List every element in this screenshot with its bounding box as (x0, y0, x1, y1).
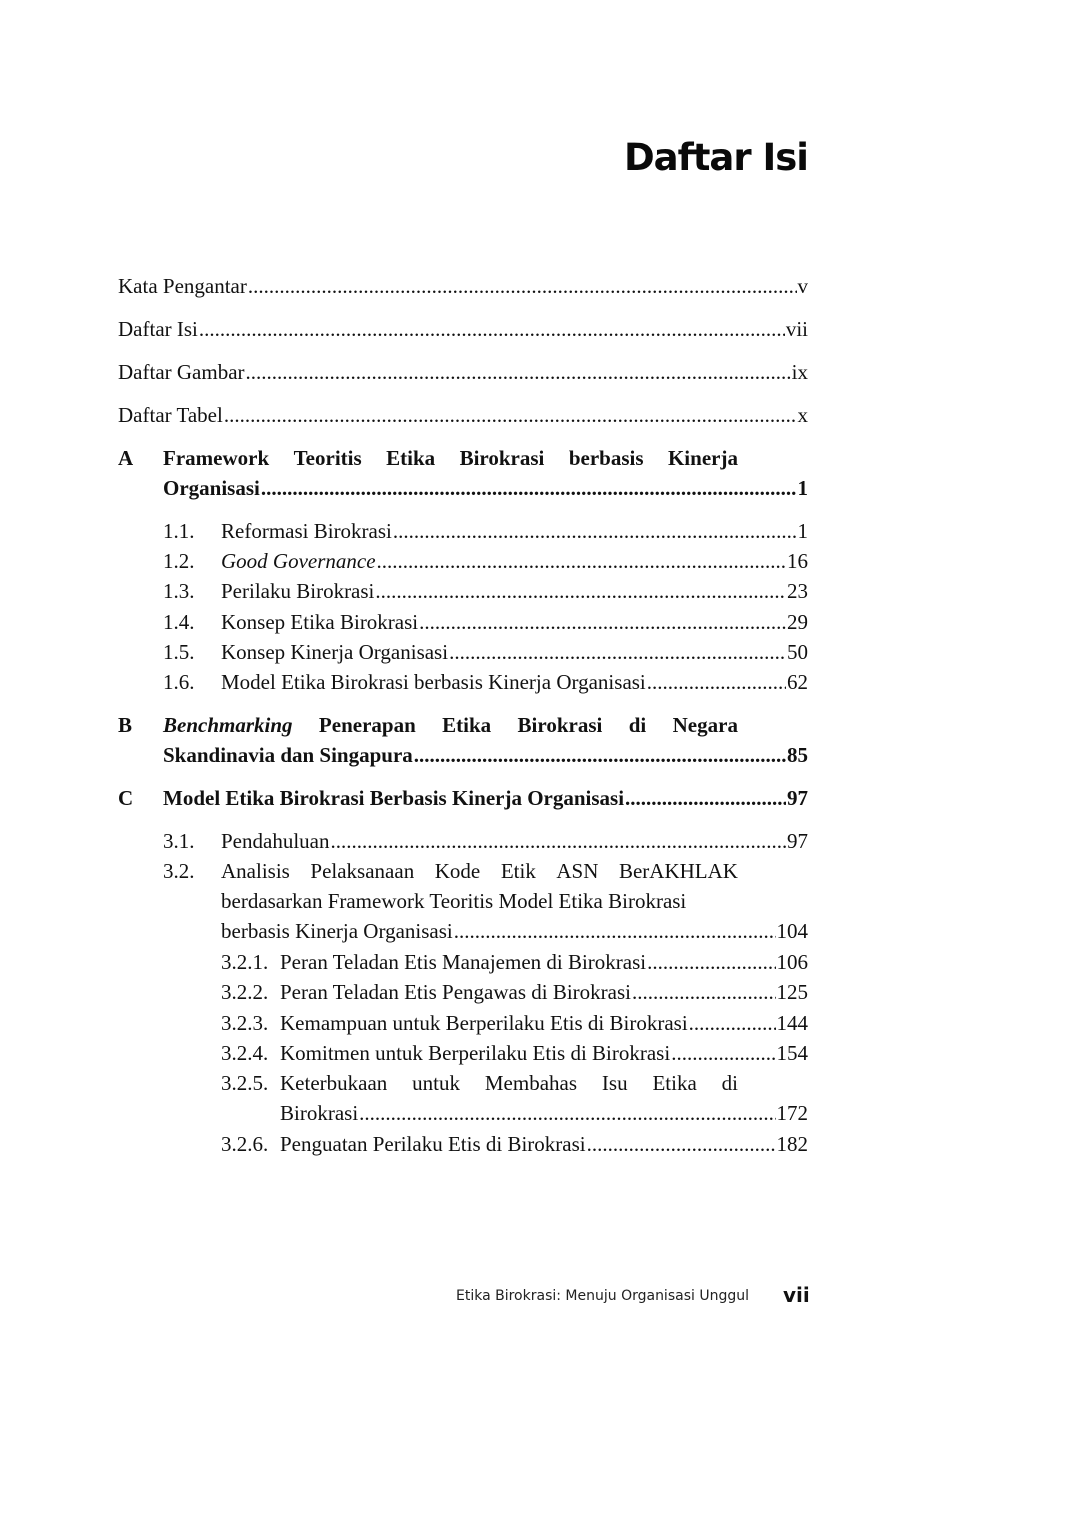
dot-leader (689, 1008, 776, 1038)
toc-entry-3-2-2[interactable] (280, 977, 808, 1007)
toc-entry-page: 182 (776, 1132, 808, 1156)
toc-entry-page: ix (791, 360, 808, 384)
word: Pelaksanaan (310, 859, 415, 883)
word: Kode (434, 859, 481, 883)
dot-leader (224, 400, 797, 430)
subsection-number: 3.2.2. (221, 980, 269, 1004)
toc-entry-text: Peran Teladan Etis Pengawas di Birokrasi (280, 980, 631, 1004)
chapter-letter-c: C (118, 786, 134, 810)
dot-leader (246, 357, 791, 387)
toc-entry-page: 172 (776, 1101, 808, 1125)
toc-entry-page: 85 (787, 743, 808, 767)
toc-entry-3-2-1[interactable] (280, 947, 808, 977)
dot-leader (375, 576, 786, 606)
toc-entry-text: Peran Teladan Etis Manajemen di Birokrasi (280, 950, 647, 974)
toc-entry-page: 1 (797, 476, 808, 500)
dot-leader (393, 516, 797, 546)
word: berbasis (568, 446, 644, 470)
toc-entry-text: Kata Pengantar (118, 274, 247, 298)
toc-entry-text: Konsep Etika Birokrasi (221, 610, 419, 634)
toc-entry-3-2-6[interactable] (280, 1129, 808, 1159)
toc-entry-text: Perilaku Birokrasi (221, 579, 375, 603)
subsection-number: 3.2.1. (221, 950, 269, 974)
toc-entry-page: 106 (776, 950, 808, 974)
section-number: 3.2. (163, 859, 195, 883)
toc-entry-page: 97 (787, 786, 808, 810)
toc-entry-daftar-tabel[interactable] (118, 400, 808, 430)
subsection-number: 3.2.5. (221, 1071, 269, 1095)
toc-entry-page: 125 (776, 980, 808, 1004)
toc-entry-text: Good Governance (221, 549, 376, 573)
toc-entry-text: Model Etika Birokrasi berbasis Kinerja Organisasi (221, 670, 646, 694)
toc-entry-3-2-5-line1[interactable] (280, 1068, 738, 1098)
dot-leader (587, 1129, 776, 1159)
dot-leader (632, 977, 776, 1007)
toc-entry-3-2-line1[interactable] (221, 856, 738, 886)
chapter-c-title[interactable] (163, 783, 808, 813)
chapter-b-title-line2[interactable] (163, 740, 808, 770)
word: Etika (652, 1071, 697, 1095)
toc-entry-3-2-line2[interactable]: berdasarkan Framework Teoritis Model Etika Birokrasi (221, 889, 687, 913)
toc-entry-text: Daftar Isi (118, 317, 198, 341)
toc-entry-3-2-line3[interactable] (221, 916, 808, 946)
word: Keterbukaan (280, 1071, 388, 1095)
dot-leader (359, 1098, 775, 1128)
word: untuk (412, 1071, 460, 1095)
toc-entry-page: vii (785, 317, 808, 341)
toc-entry-text: Model Etika Birokrasi Berbasis Kinerja Organisasi (163, 786, 625, 810)
toc-entry-daftar-isi[interactable] (118, 314, 808, 344)
word: Kinerja (667, 446, 738, 470)
toc-entry-daftar-gambar[interactable] (118, 357, 808, 387)
subsection-number: 3.2.4. (221, 1041, 269, 1065)
dot-leader (248, 271, 797, 301)
footer-book-title: Etika Birokrasi: Menuju Organisasi Unggul (456, 1288, 749, 1304)
word: Birokrasi (459, 446, 545, 470)
toc-entry-page: v (797, 274, 808, 298)
word: Isu (601, 1071, 628, 1095)
word: Negara (672, 713, 738, 737)
toc-entry-1-4[interactable] (221, 607, 808, 637)
toc-entry-page: 23 (787, 579, 808, 603)
dot-leader (414, 740, 786, 770)
toc-entry-page: 154 (776, 1041, 808, 1065)
toc-entry-1-2[interactable] (221, 546, 808, 576)
toc-entry-page: 104 (776, 919, 808, 943)
chapter-a-title-line2[interactable] (163, 473, 808, 503)
section-number: 1.5. (163, 640, 195, 664)
word: Framework (163, 446, 270, 470)
word: Etik (500, 859, 536, 883)
toc-entry-1-3[interactable] (221, 576, 808, 606)
toc-entry-kata-pengantar[interactable] (118, 271, 808, 301)
word: Etika (386, 446, 436, 470)
section-number: 1.3. (163, 579, 195, 603)
chapter-b-title-line1[interactable] (163, 710, 738, 740)
footer-page-number: vii (783, 1283, 810, 1307)
section-number: 1.2. (163, 549, 195, 573)
toc-entry-1-5[interactable] (221, 637, 808, 667)
toc-entry-text: Komitmen untuk Berperilaku Etis di Birokrasi (280, 1041, 671, 1065)
toc-entry-text: berbasis Kinerja Organisasi (221, 919, 453, 943)
toc-entry-text: Birokrasi (280, 1101, 359, 1125)
dot-leader (261, 473, 797, 503)
toc-entry-text: Organisasi (163, 476, 260, 500)
toc-entry-text: Konsep Kinerja Organisasi (221, 640, 449, 664)
word: Penerapan (318, 713, 416, 737)
dot-leader (647, 667, 786, 697)
subsection-number: 3.2.3. (221, 1011, 269, 1035)
toc-entry-text: Kemampuan untuk Berperilaku Etis di Birokrasi (280, 1011, 688, 1035)
toc-entry-1-6[interactable] (221, 667, 808, 697)
toc-entry-3-1[interactable] (221, 826, 808, 856)
toc-entry-text: Skandinavia dan Singapura (163, 743, 413, 767)
word: ASN (556, 859, 599, 883)
word: Etika (442, 713, 492, 737)
toc-entry-page: 16 (787, 549, 808, 573)
toc-entry-1-1[interactable] (221, 516, 808, 546)
toc-entry-text: Pendahuluan (221, 829, 330, 853)
dot-leader (377, 546, 786, 576)
chapter-letter-b: B (118, 713, 133, 737)
word: Teoritis (293, 446, 362, 470)
toc-entry-text: Reformasi Birokrasi (221, 519, 392, 543)
toc-entry-page: 29 (787, 610, 808, 634)
word: Analisis (221, 859, 290, 883)
dot-leader (419, 607, 786, 637)
toc-entry-3-2-4[interactable] (280, 1038, 808, 1068)
toc-entry-3-2-3[interactable] (280, 1008, 808, 1038)
dot-leader (647, 947, 775, 977)
section-number: 1.1. (163, 519, 195, 543)
dot-leader (330, 826, 786, 856)
word: BerAKHLAK (618, 859, 738, 883)
toc-entry-page: 97 (787, 829, 808, 853)
dot-leader (454, 916, 776, 946)
toc-entry-3-2-5-line2[interactable] (280, 1098, 808, 1128)
word: Birokrasi (517, 713, 603, 737)
toc-entry-text: Penguatan Perilaku Etis di Birokrasi (280, 1132, 586, 1156)
section-number: 1.6. (163, 670, 195, 694)
dot-leader (625, 783, 786, 813)
toc-entry-page: 144 (776, 1011, 808, 1035)
dot-leader (449, 637, 786, 667)
dot-leader (199, 314, 785, 344)
word: di (628, 713, 647, 737)
section-number: 3.1. (163, 829, 195, 853)
dot-leader (671, 1038, 775, 1068)
toc-entry-page: 1 (797, 519, 808, 543)
word: Membahas (484, 1071, 578, 1095)
toc-entry-page: 50 (787, 640, 808, 664)
toc-entry-page: x (797, 403, 808, 427)
word: di (721, 1071, 738, 1095)
subsection-number: 3.2.6. (221, 1132, 269, 1156)
toc-entry-text: Daftar Gambar (118, 360, 245, 384)
section-number: 1.4. (163, 610, 195, 634)
toc-entry-text: Daftar Tabel (118, 403, 223, 427)
word: Benchmarking (163, 713, 293, 737)
toc-entry-page: 62 (787, 670, 808, 694)
chapter-a-title-line1[interactable] (163, 443, 738, 473)
chapter-letter-a: A (118, 446, 134, 470)
page-title: Daftar Isi (623, 136, 808, 179)
